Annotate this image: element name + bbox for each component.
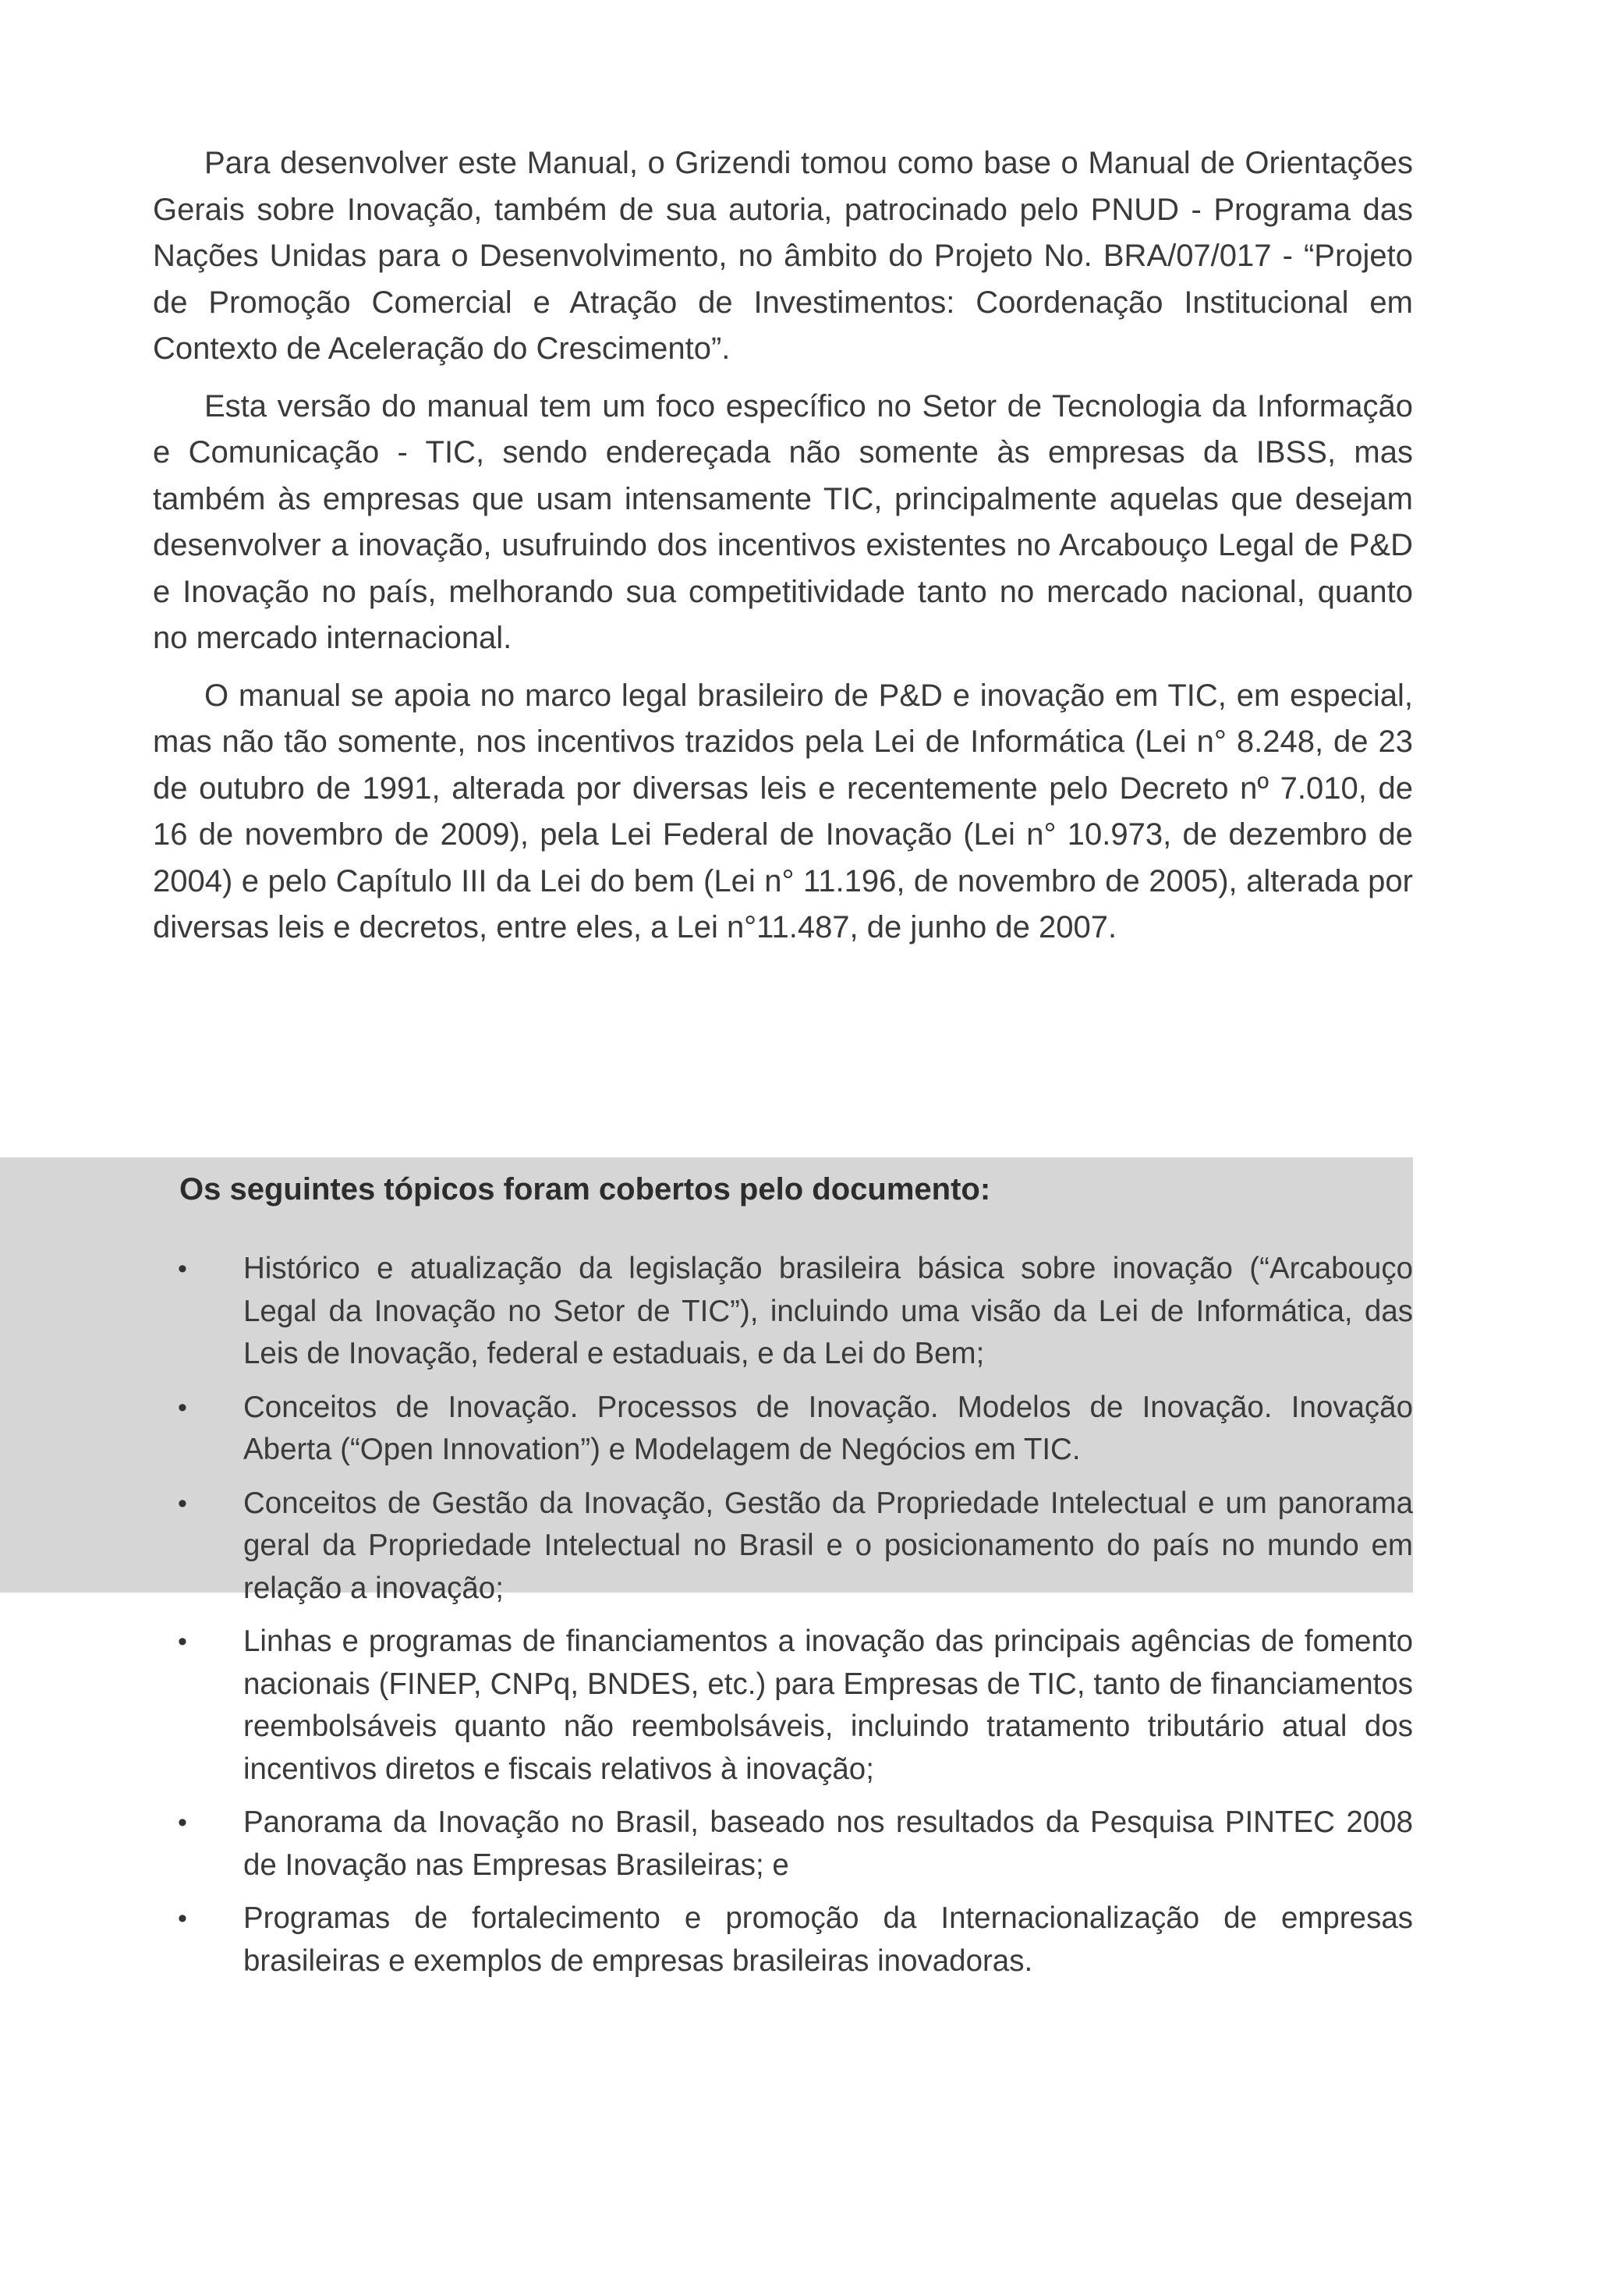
topics-box-title: Os seguintes tópicos foram cobertos pelo documento: [179,1172,991,1206]
paragraph-legal-framework: O manual se apoia no marco legal brasileiro de P&D e inovação em TIC, em especial, mas não tão somente, nos incentivos trazidos pela Lei de Informática (Lei n° 8.248, de 23 de outubro de 1991, alterada por diversas leis e recentemente pelo Decreto nº 7.010, de 16 de novembro de 2009), pela Lei Federal de Inovação (Lei n° 10.973, de dezembro de 2004) e pelo Capítulo III da Lei do bem (Lei n° 11.196, de novembro de 2005), alterada por diversas leis e decretos, entre eles, a Lei n°11.487, de junho de 2007. [153,678,1413,944]
bullet-icon: • [178,1808,187,1837]
bullet-icon: • [178,1904,187,1933]
bullet-icon: • [178,1627,187,1656]
bullet-icon: • [178,1488,187,1518]
list-item [156,1483,1413,1610]
list-item-text: Programas de fortalecimento e promoção da Internacionalização de empresas brasileiras e exemplos de empresas brasileiras inovadoras. [243,1901,1413,1978]
list-item [156,1897,1413,1982]
list-item-text: Histórico e atualização da legislação brasileira básica sobre inovação (“Arcabouço Legal da Inovação no Setor de TIC”), incluindo uma visão da Lei de Informática, das Leis de Inovação, federal e estaduais, e da Lei do Bem; [243,1252,1413,1370]
paragraph-version-focus: Esta versão do manual tem um foco específico no Setor de Tecnologia da Informação e Comunicação - TIC, sendo endereçada não somente às empresas da IBSS, mas também às empresas que usam intensamente TIC, principalmente aquelas que desejam desenvolver a inovação, usufruindo dos incentivos existentes no Arcabouço Legal de P&D e Inovação no país, melhorando sua competitividade tanto no mercado nacional, quanto no mercado internacional. [153,388,1413,655]
list-item-text: Panorama da Inovação no Brasil, baseado nos resultados da Pesquisa PINTEC 2008 de Inovação nas Empresas Brasileiras; e [243,1805,1413,1882]
body-text [153,140,1413,962]
topics-list [156,1248,1413,1993]
list-item [156,1387,1413,1472]
list-item [156,1248,1413,1376]
list-item-text: Conceitos de Gestão da Inovação, Gestão da Propriedade Intelectual e um panorama geral da Propriedade Intelectual no Brasil e o posicionamento do país no mundo em relação a inovação; [243,1486,1413,1605]
list-item [156,1802,1413,1887]
list-item-text: Conceitos de Inovação. Processos de Inovação. Modelos de Inovação. Inovação Aberta (“Open Innovation”) e Modelagem de Negócios em TIC. [243,1390,1413,1466]
bullet-icon: • [178,1254,187,1284]
bullet-icon: • [178,1392,187,1423]
list-item-text: Linhas e programas de financiamentos a inovação das principais agências de fomento nacionais (FINEP, CNPq, BNDES, etc.) para Empresas de TIC, tanto de financiamentos reembolsáveis quanto não reembolsáveis, incluindo tratamento tributário atual dos incentivos diretos e fiscais relativos à inovação; [243,1625,1413,1786]
paragraph-manual-origin: Para desenvolver este Manual, o Grizendi tomou como base o Manual de Orientações Gerais sobre Inovação, também de sua autoria, patrocinado pelo PNUD - Programa das Nações Unidas para o Desenvolvimento, no âmbito do Projeto No. BRA/07/017 - “Projeto de Promoção Comercial e Atração de Investimentos: Coordenação Institucional em Contexto de Aceleração do Crescimento”. [153,146,1413,366]
list-item [156,1621,1413,1791]
